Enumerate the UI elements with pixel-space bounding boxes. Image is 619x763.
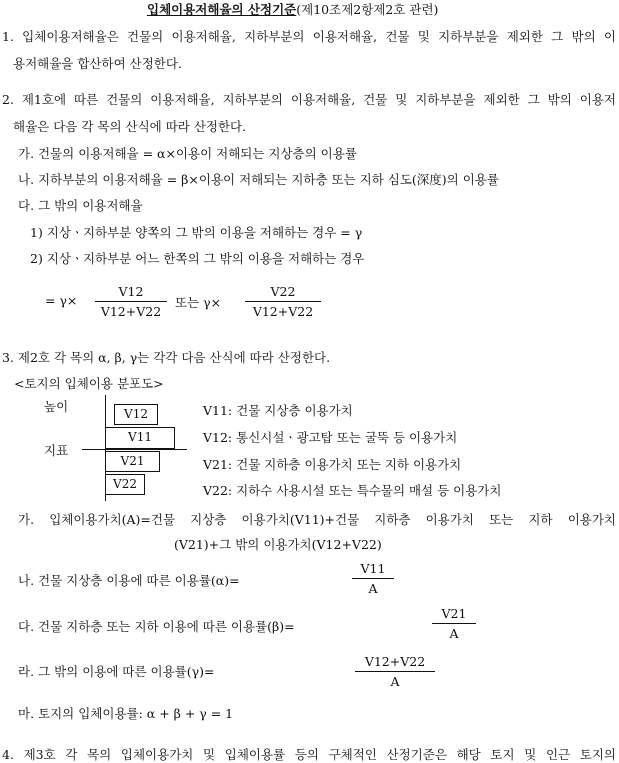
- section-3-item-da: 다. 건물 지하층 또는 지하 이용에 따른 이용률(β)=: [18, 619, 295, 634]
- fraction-2-denominator: V12+V22: [252, 304, 314, 319]
- section-3-item-ga-line-1: 가. 입체이용가치(A)=건물 지상층 이용가치(V11)+건물 지하층 이용가치 또는 지하 이용가치: [18, 512, 616, 527]
- beta-fraction: [432, 606, 476, 641]
- gamma-bar: [355, 671, 435, 672]
- diagram-label-height: 높이: [44, 399, 69, 414]
- section-1-line-2: 용저해율을 합산하여 산정한다.: [13, 56, 182, 71]
- formula-or: 또는 γ×: [175, 295, 222, 310]
- title-sub: (제10조제2항제2호 관련): [296, 2, 439, 17]
- diagram-box-v21: V21: [105, 451, 160, 472]
- section-3-line-1: 3. 제2호 각 목의 α, β, γ는 각각 다음 산식에 따라 산정한다.: [2, 350, 331, 365]
- formula-fraction-1: [95, 284, 167, 319]
- beta-numerator: V21: [441, 606, 467, 621]
- diagram-box-v22: V22: [105, 474, 145, 495]
- fraction-1-numerator: V12: [118, 284, 144, 299]
- section-2-item-da-2: 2) 지상ㆍ지하부분 어느 한쪽의 그 밖의 이용을 저해하는 경우: [30, 251, 365, 266]
- legend-v22: V22: 지하수 사용시설 또는 특수물의 매설 등 이용가치: [203, 483, 502, 498]
- diagram-box-v12: V12: [114, 404, 158, 425]
- fraction-2-bar: [245, 301, 321, 302]
- fraction-1-denominator: V12+V22: [100, 304, 162, 319]
- section-1-line-1: 1. 입체이용저해율은 건물의 이용저해율, 지하부분의 이용저해율, 건물 및 지하부분을 제외한 그 밖의 이: [2, 29, 616, 44]
- alpha-denominator: A: [368, 581, 378, 596]
- legend-v21: V21: 건물 지하층 이용가치 또는 지하 이용가치: [203, 457, 462, 472]
- diagram-title: <토지의 입체이용 분포도>: [14, 376, 164, 391]
- legend-v12: V12: 통신시설ㆍ광고탑 또는 굴뚝 등 이용가치: [203, 430, 458, 445]
- beta-denominator: A: [449, 626, 459, 641]
- section-3-item-ga-line-2: (V21)+그 밖의 이용가치(V12+V22): [174, 537, 382, 552]
- formula-prefix: = γ×: [45, 293, 78, 308]
- formula-fraction-2: [245, 284, 321, 319]
- section-2-item-da-1: 1) 지상ㆍ지하부분 양쪽의 그 밖의 이용을 저해하는 경우 = γ: [30, 225, 363, 240]
- diagram-label-surface: 지표: [44, 443, 69, 458]
- section-2-line-2: 해율은 다음 각 목의 산식에 따라 산정한다.: [13, 119, 247, 134]
- section-3-item-ma: 마. 토지의 입체이용률: α + β + γ = 1: [18, 706, 234, 721]
- alpha-bar: [352, 578, 394, 579]
- gamma-denominator: A: [390, 674, 400, 689]
- alpha-fraction: [352, 561, 394, 596]
- document-title: [147, 0, 438, 18]
- title-main: 입체이용저해율의 산정기준: [147, 2, 297, 17]
- fraction-2-numerator: V22: [270, 284, 296, 299]
- section-3-item-na: 나. 건물 지상층 이용에 따른 이용률(α)=: [18, 573, 240, 588]
- diagram-ground-line: [82, 449, 187, 450]
- diagram-box-v11: V11: [105, 427, 175, 449]
- gamma-numerator: V12+V22: [364, 654, 426, 669]
- section-4-line-1: 4. 제3호 각 목의 입체이용가치 및 입체이용률 등의 구체적인 산정기준은 해당 토지 및 인근 토지의: [2, 747, 616, 762]
- section-2-item-na: 나. 지하부분의 이용저해율 = β×이용이 저해되는 지하층 또는 지하 심도(深度)의 이용률: [18, 172, 499, 187]
- section-2-item-da: 다. 그 밖의 이용저해율: [18, 198, 143, 213]
- section-2-line-1: 2. 제1호에 따른 건물의 이용저해율, 지하부분의 이용저해율, 건물 및 지하부분을 제외한 그 밖의 이용저: [2, 92, 616, 107]
- section-3-item-ra: 라. 그 밖의 이용에 따른 이용률(γ)=: [18, 664, 215, 679]
- beta-bar: [432, 623, 476, 624]
- gamma-fraction: [355, 654, 435, 689]
- fraction-1-bar: [95, 301, 167, 302]
- legend-v11: V11: 건물 지상층 이용가치: [203, 403, 353, 418]
- section-2-item-ga: 가. 건물의 이용저해율 = α×이용이 저해되는 지상층의 이용률: [18, 146, 357, 161]
- alpha-numerator: V11: [360, 561, 386, 576]
